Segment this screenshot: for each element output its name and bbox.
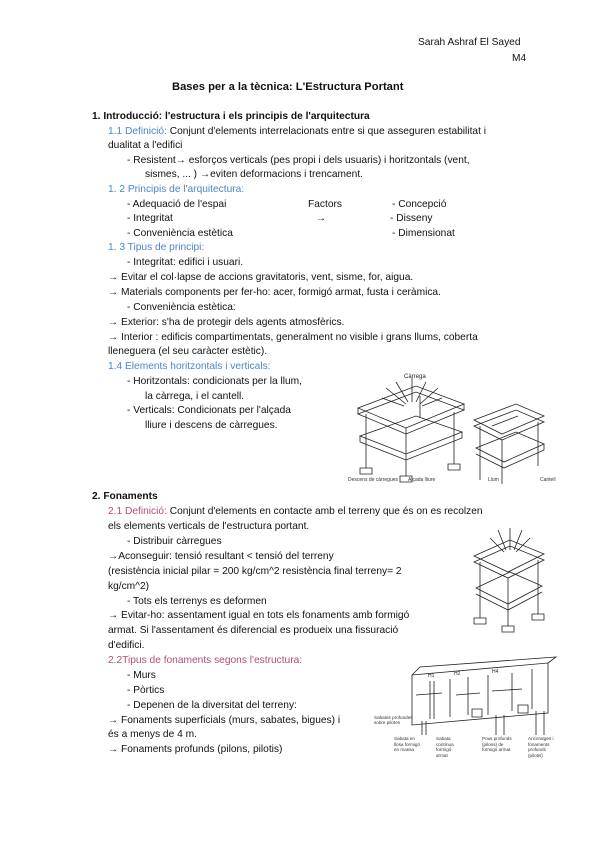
fonament-portics: - Pòrtics [127, 685, 165, 696]
svg-text:H4: H4 [492, 669, 499, 675]
svg-text:H1: H1 [428, 673, 435, 679]
tipus-interior-a: → Interior : edificis compartimentats, generalment no visible i grans llums, coberta [108, 332, 478, 343]
resistencia-line: (resistència inicial pilar = 200 kg/cm^2 resistència final terreny= 2 [108, 566, 402, 577]
section-1-heading: 1. Introducció: l'estructura i els principis de l'arquitectura [92, 111, 370, 122]
principis-heading: 1. 2 Principis de l'arquitectura: [108, 184, 245, 195]
fig1-label-llum: Llum [488, 477, 499, 483]
tipus-materials: → Materials components per fer-ho: acer, formigó armat, fusta i ceràmica. [108, 287, 441, 298]
verticals-a: - Verticals: Condicionats per l'alçada [127, 405, 291, 416]
definition-label: 1.1 Definició: [108, 126, 167, 137]
fig3-label-c1: Sabata en llosa formigó en massa [394, 736, 421, 752]
structural-frames-figure [346, 368, 546, 486]
horitzontals-b: la càrrega, i el cantell. [145, 391, 245, 402]
definition-2-1 [108, 506, 483, 517]
label-carrega: Càrrega [404, 374, 426, 380]
aconseguir-tensio: →Aconseguir: tensió resultant < tensió del terreny [108, 551, 334, 562]
section-2-heading: 2. Fonaments [92, 491, 158, 502]
fig3-label-c2: Sabata contínua formigó armat [436, 736, 454, 758]
definition-text-2: dualitat a l'edifici [108, 140, 183, 151]
fig3-label-c3: Pous profunds (pilons) de formigó armat [482, 736, 512, 752]
horitzontals-a: - Horitzontals: condicionats per la llum, [127, 376, 302, 387]
load-frame-figure [470, 526, 548, 636]
definition-1-1 [108, 126, 486, 137]
fonaments-superficials-b: és a menys de 4 m. [108, 729, 197, 740]
definition-text: Conjunt d'elements interrelacionats entre si que asseguren estabilitat i [169, 126, 486, 137]
evitar-line-a: → Evitar-ho: assentament igual en tots els fonaments amb formigó [108, 610, 410, 621]
svg-text:H2: H2 [454, 671, 461, 677]
evitar-line-b: armat. Si l'assentament és diferencial es produeix una fissuració [108, 625, 399, 636]
principi-integritat: - Integritat [127, 213, 173, 224]
factor-concepcio: - Concepció [392, 199, 447, 210]
verticals-b: lliure i descens de càrregues. [145, 420, 278, 431]
principi-conveniencia: - Conveniència estètica [127, 228, 233, 239]
evitar-line-c: d'edifici. [108, 640, 145, 651]
fonament-depenen: - Depenen de la diversitat del terreny: [127, 700, 297, 711]
definition-2-text-2: els elements verticals de l'estructura portant. [108, 521, 310, 532]
factor-disseny: - Disseny [390, 213, 433, 224]
tipus-collapse: → Evitar el col·lapse de accions gravitatoris, vent, sisme, for, aigua. [108, 272, 414, 283]
page-title: Bases per a la tècnica: L'Estructura Portant [172, 81, 404, 93]
fonaments-profunds: → Fonaments profunds (pilons, pilotis) [108, 744, 283, 755]
fig1-label-cantell: Cantell [540, 477, 556, 483]
resistencia-line-2: kg/cm^2) [108, 581, 150, 592]
fig1-label-alcada: Alçada lliure [408, 477, 436, 483]
tipus-heading: 1. 3 Tipus de principi: [108, 242, 205, 253]
fig1-label-descens: Descens de càrregues [348, 477, 399, 483]
tipus-exterior: → Exterior: s'ha de protegir dels agents atmosfèrics. [108, 317, 345, 328]
fig3-label-left: Sabates profundes sobre pilotes [374, 715, 413, 725]
elements-heading: 1.4 Elements horitzontals i verticals: [108, 361, 271, 372]
factor-dimensionat: - Dimensionat [392, 228, 455, 239]
tipus-interior-b: lleneguera (el seu caràcter estètic). [108, 346, 268, 357]
factors-label: Factors [308, 199, 342, 210]
definition-2-label: 2.1 Definició: [108, 506, 167, 517]
author-name: Sarah Ashraf El Sayed [418, 37, 521, 48]
resistent-line-a: - Resistent→ esforços verticals (pes propi i dels usuaris) i horitzontals (vent, [127, 155, 470, 166]
fonament-murs: - Murs [127, 670, 156, 681]
tipus-fonaments-heading: 2.2Tipus de fonaments segons l'estructura: [108, 655, 303, 666]
terrenys-deformen: - Tots els terrenys es deformen [127, 596, 267, 607]
course-code: M4 [512, 53, 527, 64]
fig3-label-c4: Ancoratges i fonaments profunds (pilotis) [528, 736, 554, 758]
principi-adequacio: - Adequació de l'espai [127, 199, 227, 210]
resistent-line-b: sismes, ... ) →eviten deformacions i trencament. [145, 169, 363, 180]
factors-arrow: → [316, 213, 327, 224]
distribuir-carregues: - Distribuir càrregues [127, 536, 222, 547]
tipus-integritat: - Integritat: edifici i usuari. [127, 257, 244, 268]
tipus-conveniencia: - Conveniència estètica: [127, 302, 236, 313]
definition-2-text: Conjunt d'elements en contacte amb el terreny que és on es recolzen [169, 506, 483, 517]
fonaments-superficials: → Fonaments superficials (murs, sabates, bigues) i [108, 715, 341, 726]
